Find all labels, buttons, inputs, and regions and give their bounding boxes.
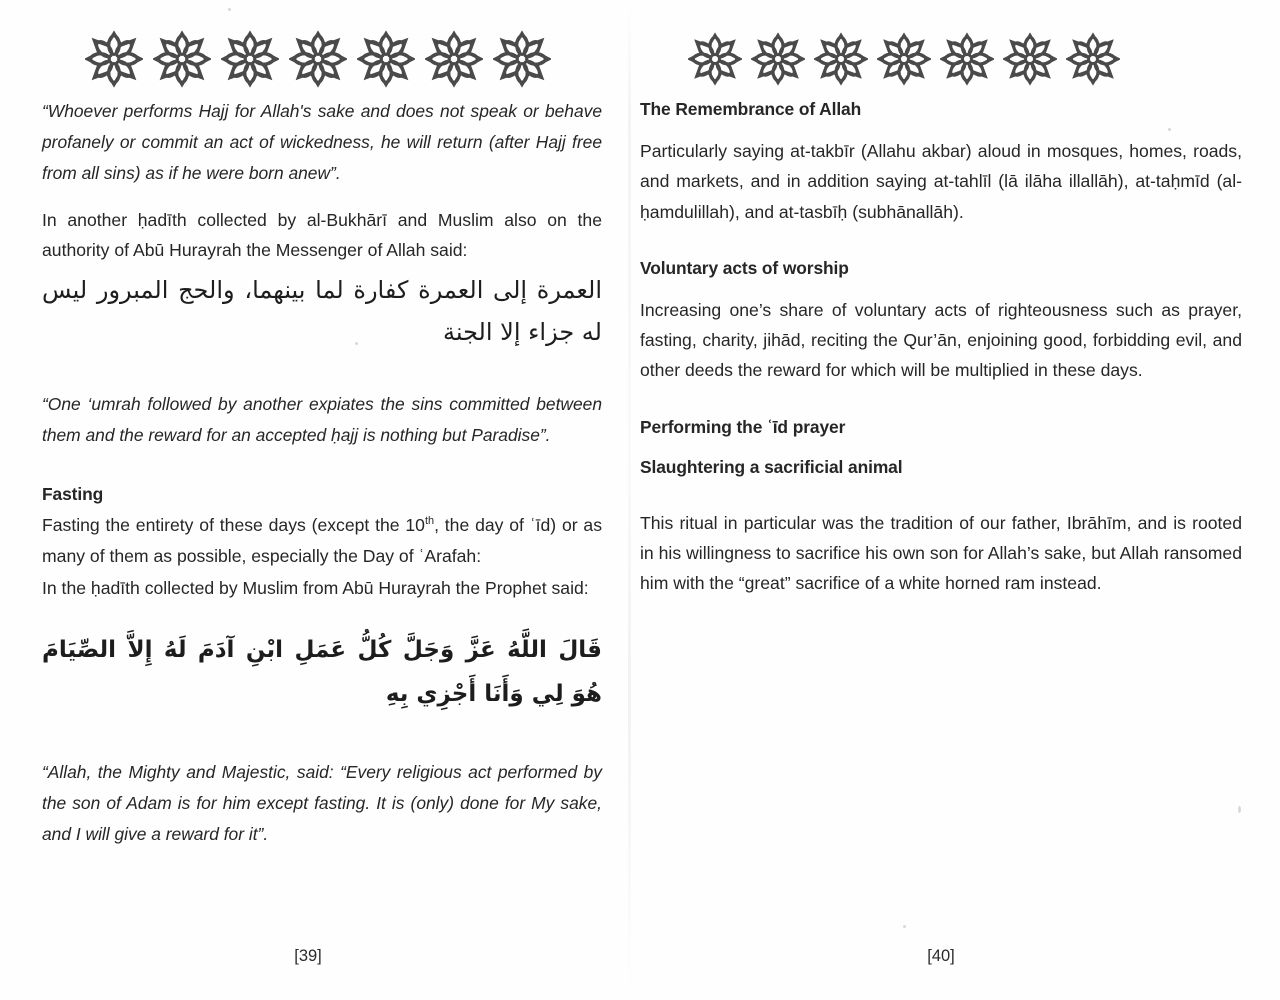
spacer [640,241,1242,255]
fasting-quote-paragraph: “Allah, the Mighty and Majestic, said: “Every religious act performed by the son of Adam is for him except fasting. It is (only) done for My sake, and I will give a reward for it”. [42,761,602,844]
rosette-ornament-icon [1066,32,1120,86]
scan-speck [1168,128,1171,131]
spacer [42,743,602,757]
heading-remembrance-of-allah: The Remembrance of Allah [640,99,862,119]
arabic-umrah-hadith: العمرة إلى العمرة كفارة لما بينهما، والحج المبرور ليس له جزاء إلا الجنة [42,276,602,347]
folio-left: [39] [294,947,322,965]
scan-speck [1238,806,1241,813]
scan-speck [355,342,358,345]
scan-speck [228,8,231,11]
arabic-fasting-hadith: قَالَ اللَّهُ عَزَّ وَجَلَّ كُلُّ عَمَلِ ابْنِ آدَمَ لَهُ إِلاَّ الصِّيَامَ هُوَ لِي وَأَنَا أَجْزِي بِهِ [42,637,602,707]
muslim-intro-paragraph: In the ḥadīth collected by Muslim from Abū Hurayrah the Prophet said: [42,577,589,598]
rosette-ornament-icon [221,30,279,88]
rosette-ornament-icon [1003,32,1057,86]
page-right [630,0,1280,1000]
ordinal-suffix: th [424,515,435,528]
rosette-ornament-icon [357,30,415,88]
heading-eid-prayer: Performing the ʿīd prayer [640,416,846,437]
rosette-ornament-icon [877,32,931,86]
bukhari-intro-paragraph: In another ḥadīth collected by al-Bukhārī and Muslim also on the authority of Abū Hurayrah the Messenger of Allah said: [42,209,602,261]
rosette-ornament-icon [688,32,742,86]
spacer [42,467,602,481]
ornament-band-left [42,0,602,96]
rosette-ornament-icon [493,30,551,88]
spacer [42,363,602,389]
heading-fasting: Fasting [42,484,104,505]
rosette-ornament-icon [751,32,805,86]
heading-slaughtering-animal: Slaughtering a sacrificial animal [640,456,903,477]
fasting-paragraph [42,510,602,571]
fasting-paragraph-part-a: Fasting the entirety of these days (except the 10 [42,515,425,536]
voluntary-acts-paragraph: Increasing one’s share of voluntary acts of righteousness such as prayer, fasting, charity, jihād, reciting the Qur’ān, enjoining good, forbidding evil, and other deeds the reward for which will be multiplied in these days. [640,299,1242,381]
hajj-quote-paragraph: “Whoever performs Hajj for Allah's sake and does not speak or behave profanely or commit an act of wickedness, he will return (after Hajj free from all sins) as if he were born anew”. [42,101,602,183]
rosette-ornament-icon [85,30,143,88]
ornament-band-right [640,0,1242,96]
rosette-ornament-icon [425,30,483,88]
folio-right: [40] [927,947,955,965]
rosette-ornament-icon [289,30,347,88]
remembrance-paragraph: Particularly saying at-takbīr (Allahu akbar) aloud in mosques, homes, roads, and markets, and in addition saying at-tahlīl (lā ilāha illallāh), at-taḥmīd (al-ḥamdulillah), and at-tasbīḥ (subhānallāh). [640,141,1242,222]
rosette-ornament-icon [153,30,211,88]
page-left [0,0,630,1000]
scan-speck [903,925,906,928]
rosette-ornament-icon [940,32,994,86]
rosette-ornament-icon [814,32,868,86]
umrah-quote-paragraph: “One ‘umrah followed by another expiates the sins committed between them and the reward for an accepted ḥajj is nothing but Paradise”. [42,394,602,446]
slaughtering-paragraph: This ritual in particular was the tradition of our father, Ibrāhīm, and is rooted in his willingness to sacrifice his own son for Allah’s sake, but Allah ransomed him with the “great” sacrifice of a white horned ram instead. [640,512,1242,594]
spacer [640,494,1242,508]
fasting-paragraph-part-b: , the day of ʿīd) or as many of them as possible, especially the Day of ʿArafah: [42,515,602,566]
spacer [640,400,1242,414]
heading-voluntary-acts: Voluntary acts of worship [640,257,849,278]
